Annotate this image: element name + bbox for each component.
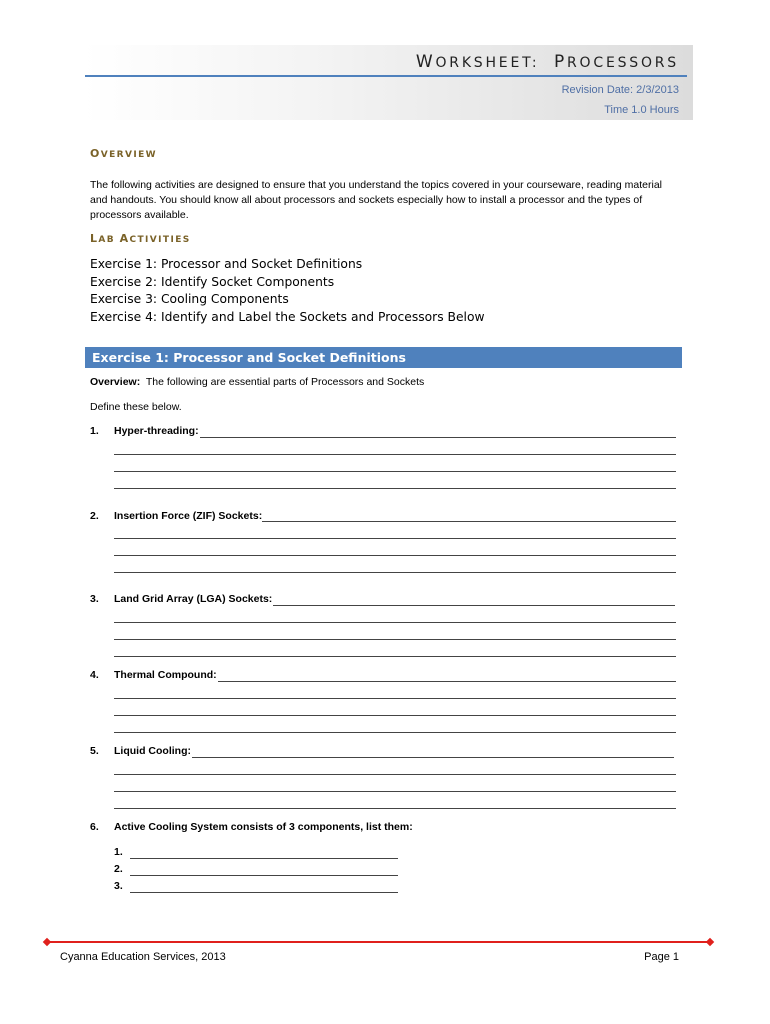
question-2: 2. Insertion Force (ZIF) Sockets: — [90, 510, 263, 522]
answer-line[interactable] — [262, 521, 676, 522]
component-answer-line[interactable] — [130, 858, 398, 859]
exercise-list-item: Exercise 2: Identify Socket Components — [90, 274, 335, 289]
footer-left-diamond — [43, 938, 51, 946]
time-estimate: Time 1.0 Hours — [604, 104, 679, 116]
footer-right-diamond — [706, 938, 714, 946]
answer-line[interactable] — [114, 555, 676, 556]
question-4: 4. Thermal Compound: — [90, 669, 217, 681]
answer-line[interactable] — [114, 715, 676, 716]
footer-rule — [47, 941, 711, 943]
answer-line[interactable] — [114, 698, 676, 699]
exercise-list-item: Exercise 3: Cooling Components — [90, 292, 289, 306]
component-3-label: 3. — [114, 880, 123, 892]
overview-heading: OVERVIEW — [90, 147, 157, 160]
answer-line[interactable] — [114, 488, 676, 489]
answer-line[interactable] — [114, 732, 676, 733]
exercise-list-item: Exercise 4: Identify and Label the Sockets and Processors Below — [90, 309, 485, 324]
page-number: Page 1 — [644, 951, 679, 963]
answer-line[interactable] — [114, 471, 676, 472]
answer-line[interactable] — [192, 757, 674, 758]
question-6: 6. Active Cooling System consists of 3 components, list them: — [90, 821, 413, 833]
exercise-list-item: Exercise 1: Processor and Socket Definitions — [90, 257, 363, 271]
exercise1-heading: Exercise 1: Processor and Socket Definitions — [85, 347, 682, 368]
answer-line[interactable] — [200, 437, 676, 438]
component-1-label: 1. — [114, 846, 123, 858]
exercise1-overview: Overview: The following are essential parts of Processors and Sockets — [90, 376, 425, 388]
question-3: 3. Land Grid Array (LGA) Sockets: — [90, 593, 273, 605]
revision-date: Revision Date: 2/3/2013 — [561, 84, 679, 96]
answer-line[interactable] — [114, 774, 676, 775]
worksheet-title: WORKSHEET: PROCESSORS — [415, 52, 679, 72]
lab-activities-heading: LAB ACTIVITIES — [90, 232, 191, 245]
question-5: 5. Liquid Cooling: — [90, 745, 191, 757]
footer-copyright: Cyanna Education Services, 2013 — [60, 951, 226, 963]
answer-line[interactable] — [273, 605, 675, 606]
overview-text: The following activities are designed to ensure that you understand the topics covered in your courseware, reading material and handouts. You should know all about processors and sockets especially how to install a processor and the types of processors available. — [90, 179, 662, 221]
header-rule — [85, 75, 687, 77]
define-instruction: Define these below. — [90, 401, 182, 413]
exercise-list — [90, 256, 485, 326]
answer-line[interactable] — [114, 538, 676, 539]
answer-line[interactable] — [114, 808, 676, 809]
question-1: 1. Hyper-threading: — [90, 425, 199, 437]
component-2-label: 2. — [114, 863, 123, 875]
answer-line[interactable] — [114, 791, 676, 792]
answer-line[interactable] — [114, 622, 676, 623]
answer-line[interactable] — [114, 454, 676, 455]
answer-line[interactable] — [218, 681, 676, 682]
component-answer-line[interactable] — [130, 875, 398, 876]
answer-line[interactable] — [114, 639, 676, 640]
answer-line[interactable] — [114, 656, 676, 657]
answer-line[interactable] — [114, 572, 676, 573]
component-answer-line[interactable] — [130, 892, 398, 893]
